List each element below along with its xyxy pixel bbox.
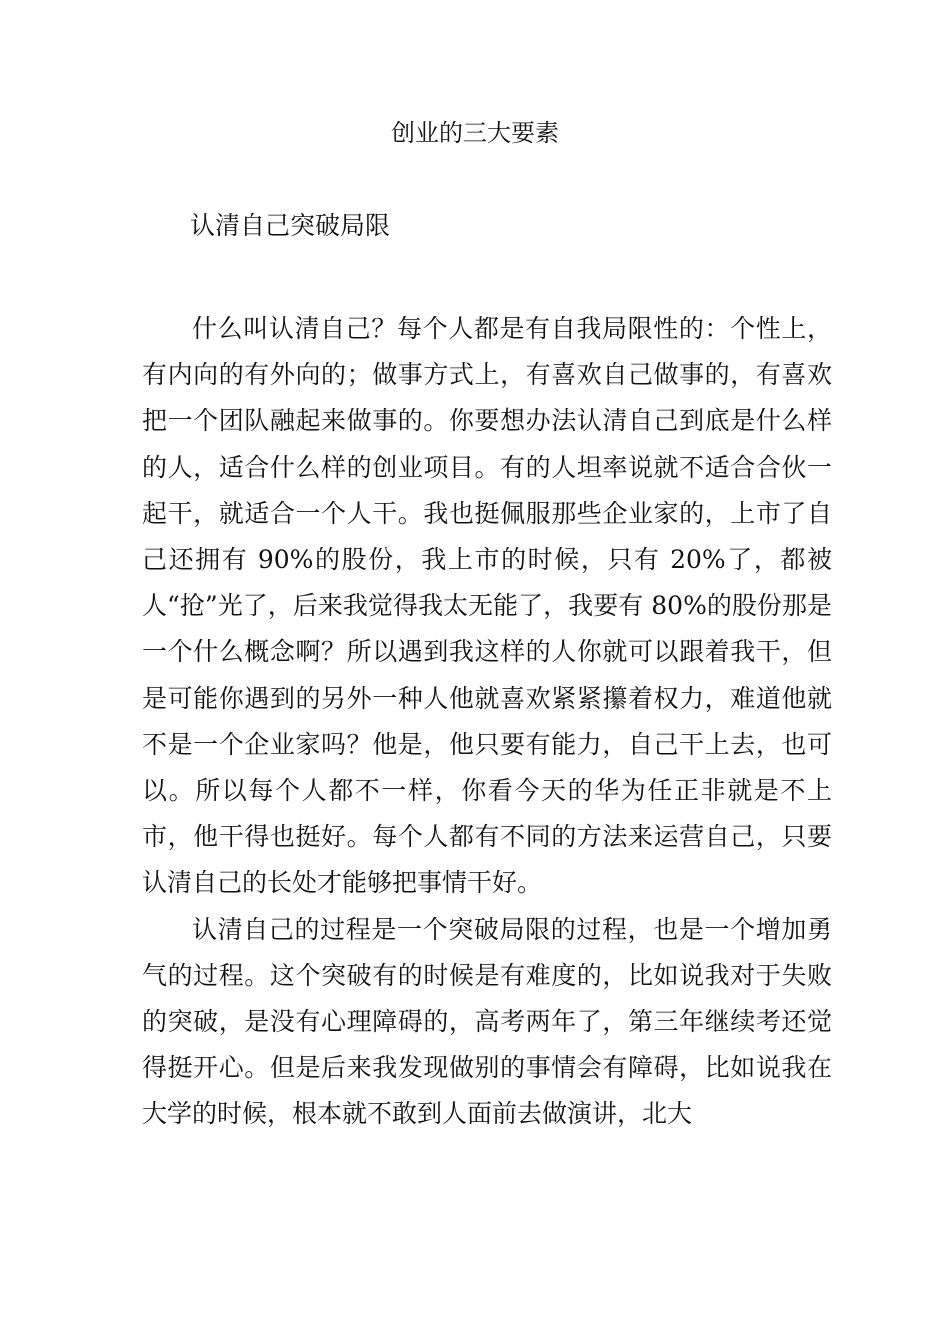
- body-text: [142, 306, 832, 1138]
- paragraph: 认清自己的过程是一个突破局限的过程，也是一个增加勇气的过程。这个突破有的时候是有难度的，比如说我对于失败的突破，是没有心理障碍的，高考两年了，第三年继续考还觉得挺开心。但是后来我发现做别的事情会有障碍，比如说我在大学的时候，根本就不敢到人面前去做演讲，北大: [142, 914, 832, 1129]
- section-heading: 认清自己突破局限: [190, 211, 391, 240]
- paragraph: 什么叫认清自己？每个人都是有自我局限性的：个性上，有内向的有外向的；做事方式上，有喜欢自己做事的，有喜欢把一个团队融起来做事的。你要想办法认清自己到底是什么样的人，适合什么样的创业项目。有的人坦率说就不适合合伙一起干，就适合一个人干。我也挺佩服那些企业家的，上市了自己还拥有 90%的股份，我上市的时候，只有 20%了，都被人“抢”光了，后来我觉得我太无能了，我要有 80%的股份那是一个什么概念啊？所以遇到我这样的人你就可以跟着我干，但是可能你遇到的另外一种人他就喜欢紧紧攥着权力，难道他就不是一个企业家吗？他是，他只要有能力，自己干上去，也可以。所以每个人都不一样，你看今天的华为任正非就是不上市，他干得也挺好。每个人都有不同的方法来运营自己，只要认清自己的长处才能够把事情干好。: [142, 314, 832, 898]
- document-title: 创业的三大要素: [391, 119, 559, 147]
